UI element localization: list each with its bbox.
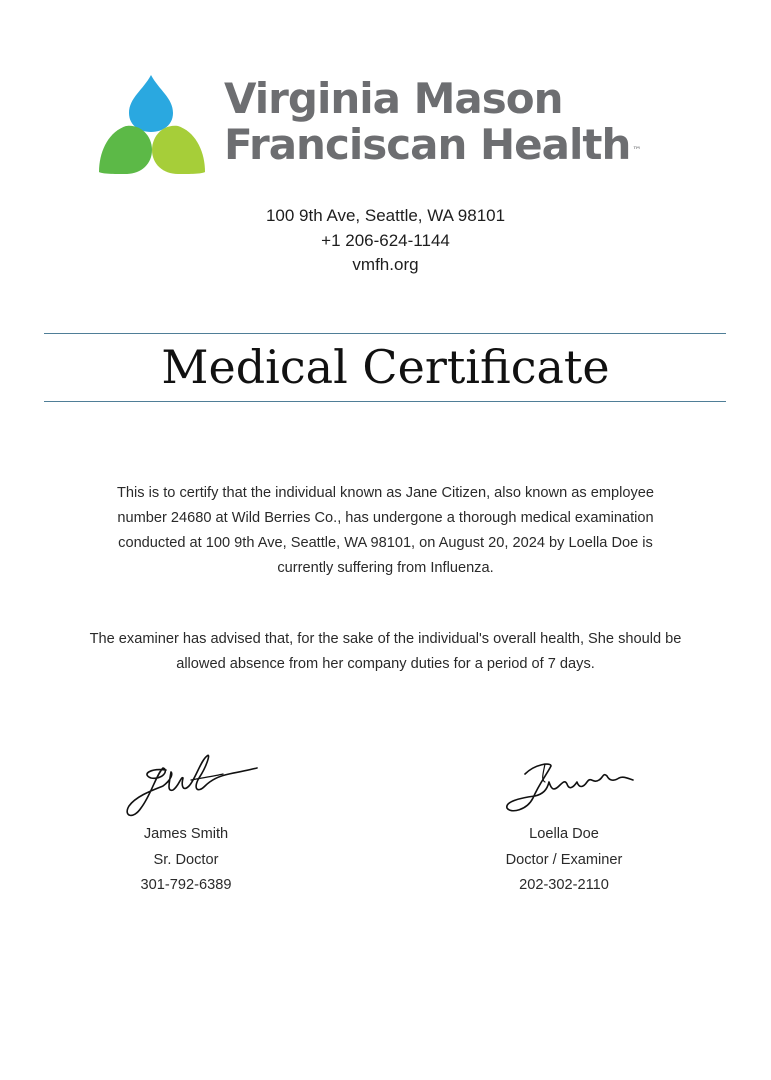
logo-blue-drop (129, 75, 173, 132)
logo-lightgreen-leaf (152, 126, 205, 174)
signatory-james-smith (66, 750, 306, 899)
logo-green-leaf (99, 126, 152, 174)
signature-loella-doe (489, 750, 639, 822)
organization-wordmark (224, 76, 641, 168)
signatory-phone: 202-302-2110 (519, 877, 609, 893)
contact-block (0, 204, 771, 278)
signatory-role: Doctor / Examiner (505, 851, 623, 868)
organization-name-line2: Franciscan Health ™ (224, 120, 642, 169)
signature-james-smith (111, 750, 261, 822)
organization-name-line1: Virginia Mason (224, 74, 563, 123)
website-link[interactable]: vmfh.org (352, 255, 419, 274)
page-title: Medical Certificate (161, 340, 610, 394)
signatory-loella-doe (444, 750, 684, 899)
logo-mark-icon (96, 72, 208, 178)
certification-paragraph: This is to certify that the individual known as Jane Citizen, also known as employee number 24680 at Wild Berries Co., has undergone a thorough medical examination conducted at 100 9th Ave, Seattle, WA 98101, on August 20, 2024 by Loella Doe is currently suffering from Influenza. (117, 485, 654, 576)
trademark-symbol: ™ (632, 146, 642, 156)
phone: +1 206-624-1144 (321, 230, 450, 250)
organization-logo (96, 72, 666, 182)
signatory-name: Loella Doe (529, 826, 599, 842)
advice-paragraph: The examiner has advised that, for the sake of the individual's overall health, She should be allowed absence from her company duties for a period of 7 days. (89, 631, 682, 672)
signatory-name: James Smith (143, 826, 229, 842)
signatory-role: Sr. Doctor (153, 851, 219, 868)
address: 100 9th Ave, Seattle, WA 98101 (265, 206, 506, 225)
title-bottom-divider (44, 401, 726, 402)
signatory-phone: 301-792-6389 (140, 877, 232, 893)
